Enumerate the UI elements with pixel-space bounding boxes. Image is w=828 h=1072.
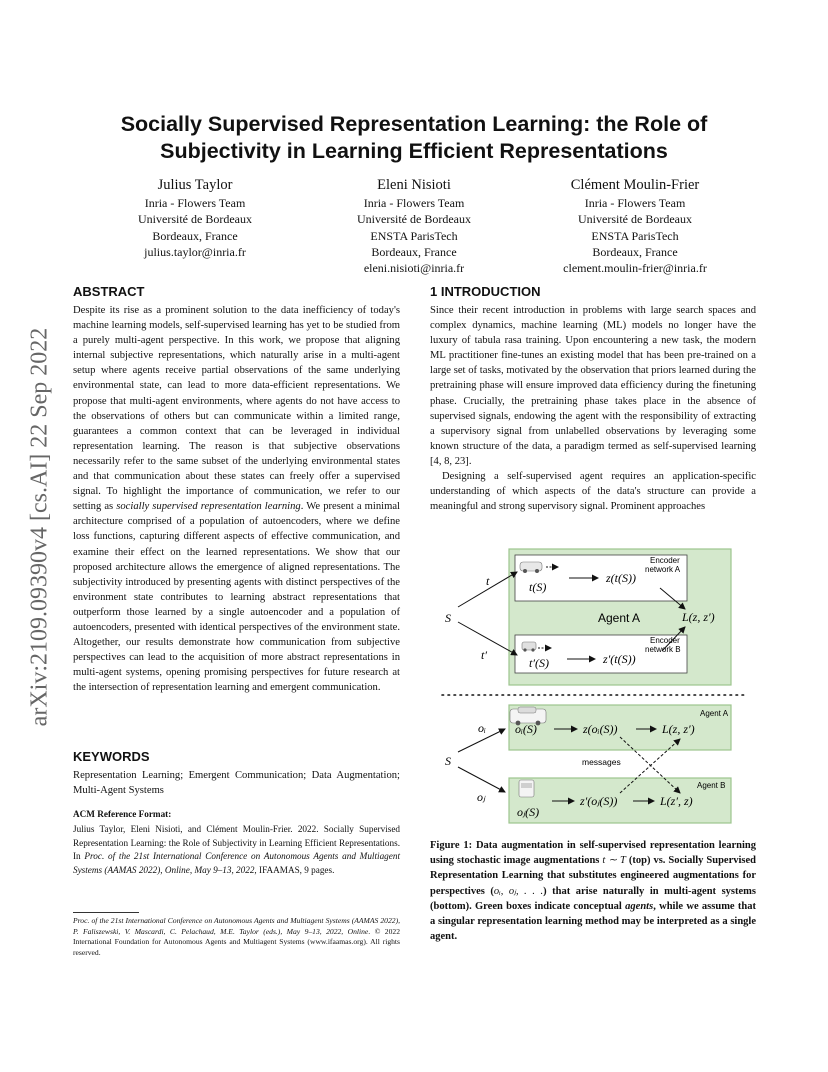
author-affiliation: Université de Bordeaux	[578, 212, 692, 227]
abstract-text-cont: . We present a minimal architecture comprised of a population of autoencoders, where we define loss functions, capturing different aspects of effective communication, and examine their effect on the learned representations. We show that our proposed architecture allows the emergence of aligned representations. The subjectivity introduced by presenting agents with distinct perspectives of the environment state contributes to learning abstract representations that outperform those learned by a single autoencoder and a population of autoencoders, presented with identical perspectives of the environment state. Altogether, our results demonstrate how communication from subjective perspectives can lead to the acquisition of more abstract representations in multi-agent systems, opening promising perspectives for future research at the intersection of representation learning and emergent communication.	[73, 501, 400, 694]
paper-title	[60, 111, 768, 165]
t-prime-label: t′	[481, 648, 487, 662]
arxiv-sidebar	[18, 292, 62, 762]
author-affiliation: Université de Bordeaux	[138, 212, 252, 227]
caption-text: (top) vs. Socially Supervised Representation Learning that substitutes engineered augmentations for perspectives (	[430, 855, 756, 897]
oi-of-s: oᵢ(S)	[515, 722, 537, 736]
caption-math: t ∼ T	[602, 855, 626, 867]
agent-a-label: Agent A	[598, 611, 641, 625]
intro-paragraph-2: Designing a self-supervised agent requires an application-specific understanding of which aspects of the data's structure can provide a meaningful and strong supervisory signal. Prominent approaches	[430, 471, 756, 513]
author-affiliation: Inria - Flowers Team	[584, 196, 686, 210]
intro-paragraph-1: Since their recent introduction in problems with large search spaces and complex dynamics, machine learning (ML) models no longer have the luxury of tabula rasa training. Upon encountering a new task, the modern ML practitioner fine-tunes an existing model that has been pre-trained on a large set of tasks, motivated by the observation that priors learned during the pretraining phase will ensure improved data efficiency during the finetuning phase. Crucially, the pretraining phase takes place in the absence of supervised signals, endowing the agent with the responsibility of extracting a supervisory signal from unlabelled observations by leveraging some known structure of the data, a paradigm termed as self-supervised learning [4, 8, 23].	[430, 305, 756, 467]
figure-1-diagram	[440, 545, 750, 830]
author-block-3	[540, 176, 730, 276]
z-oi-of-s: z(oᵢ(S))	[583, 722, 618, 736]
caption-text: , while we assume that a singular representation learning method may be interpreted as a single agent.	[430, 900, 756, 943]
car-icon	[522, 642, 536, 652]
acm-venue: Proc. of the 21st International Conference on Autonomous Agents and Multiagent Systems (AAMAS 2022), Online, May 9–13, 2022	[73, 851, 400, 875]
author-email[interactable]: clement.moulin-frier@inria.fr	[563, 261, 707, 276]
author-location: Bordeaux, France	[371, 244, 457, 259]
loss-agent-a: L(z, z′)	[662, 722, 695, 736]
author-affiliation: ENSTA ParisTech	[591, 228, 679, 243]
caption-math: oᵢ, oⱼ, . . .	[493, 885, 544, 897]
keywords-heading: KEYWORDS	[73, 749, 150, 764]
abstract-heading: ABSTRACT	[73, 284, 145, 299]
abstract-emphasis: socially supervised representation learning	[116, 501, 301, 513]
z-prime-oj-of-s: z′(oⱼ(S))	[580, 794, 618, 808]
loss-agent-b: L(z′, z)	[660, 794, 693, 808]
encoder-b-label: Encoder network B	[645, 636, 681, 654]
encoder-a-label: Encoder network A	[645, 556, 681, 574]
oi-label: oᵢ	[478, 721, 486, 735]
author-name: Julius Taylor	[157, 177, 233, 193]
author-block-2	[329, 176, 499, 276]
footnote	[73, 916, 400, 958]
title-line-2: Subjectivity in Learning Efficient Representations	[160, 139, 668, 163]
author-email[interactable]: eleni.nisioti@inria.fr	[363, 261, 465, 276]
acm-text-cont: , IFAAMAS, 9 pages.	[254, 864, 335, 875]
author-block-1	[110, 176, 280, 260]
arxiv-id: arXiv:2109.09390v4 [cs.AI] 22 Sep 2022	[26, 327, 53, 727]
footnote-divider	[73, 912, 139, 913]
figure-1-caption	[430, 838, 756, 944]
author-location: Bordeaux, France	[592, 244, 678, 259]
agent-b-tag: Agent B	[697, 781, 726, 790]
acm-heading: ACM Reference Format:	[73, 809, 172, 819]
author-affiliation: ENSTA ParisTech	[370, 228, 458, 243]
acm-text: Julius Taylor, Eleni Nisioti, and Clément Moulin-Frier. 2022. Socially Supervised Representation Learning: the Role of Subjectivity in Learning Efficient Representations. In	[73, 824, 400, 862]
footnote-venue: Proc. of the 21st International Conference on Autonomous Agents and Multiagent Systems (AAMAS 2022), P. Faliszewski, V. Mascardi, C. Pelachaud, M.E. Taylor (eds.), May 9–13, 2022, Online	[73, 916, 400, 936]
oj-of-s: oⱼ(S)	[517, 805, 540, 819]
author-affiliation: Université de Bordeaux	[357, 212, 471, 227]
caption-text: ) that arise naturally in multi-agent systems (bottom). Green boxes indicate conceptual	[430, 885, 756, 912]
oj-label: oⱼ	[477, 790, 486, 804]
loss-top: L(z, z′)	[682, 610, 715, 624]
abstract-body	[73, 303, 400, 695]
author-location: Bordeaux, France	[152, 228, 238, 243]
z-t-of-s: z(t(S))	[606, 571, 636, 585]
t-label: t	[486, 574, 490, 588]
author-affiliation: Inria - Flowers Team	[363, 196, 465, 210]
author-name: Clément Moulin-Frier	[570, 177, 700, 193]
t-of-s: t(S)	[529, 580, 547, 594]
intro-body	[430, 303, 756, 514]
author-name: Eleni Nisioti	[377, 177, 451, 193]
t-prime-of-s: t′(S)	[529, 656, 549, 670]
agent-a-tag: Agent A	[700, 709, 729, 718]
acm-reference	[73, 823, 400, 877]
abstract-text: Despite its rise as a prominent solution to the data inefficiency of today's machine learning models, self-supervised learning has yet to be studied from a purely multi-agent perspective. In this work, we propose that aligning internal subjective representations, which naturally arise in a multi-agent setup where agents receive partial observations of the same underlying environmental state, can lead to more data-efficient representations. We propose that multi-agent environments, where agents do not have access to the observations of others but can communicate within a limited range, guarantees a common context that can be leveraged in individual representation learning. The reason is that subjective observations necessarily refer to the same subset of the underlying environmental states and that communication about these states can freely offer a supervised signal. To highlight the importance of communication, we refer to our setting as	[73, 305, 400, 513]
keywords-text: Representation Learning; Emergent Communication; Data Augmentation; Multi-Agent Systems	[73, 770, 400, 797]
title-line-1: Socially Supervised Representation Learning: the Role of	[120, 112, 708, 136]
z-prime-t-of-s: z′(t(S))	[603, 652, 636, 666]
state-s-bottom: S	[445, 754, 451, 768]
intro-heading: 1 INTRODUCTION	[430, 284, 541, 299]
caption-emphasis: agents	[625, 900, 654, 912]
author-affiliation: Inria - Flowers Team	[144, 196, 246, 210]
state-s-top: S	[445, 611, 451, 625]
author-email[interactable]: julius.taylor@inria.fr	[144, 244, 246, 259]
caption-text: Figure 1: Data augmentation in self-supervised representation learning using stochastic image augmentations	[430, 840, 756, 867]
footnote-text: . © 2022 International Foundation for Autonomous Agents and Multiagent Systems (www.ifaamas.org). All rights reserved.	[73, 926, 400, 957]
car-icon	[519, 780, 534, 797]
messages-label: messages	[582, 757, 621, 767]
